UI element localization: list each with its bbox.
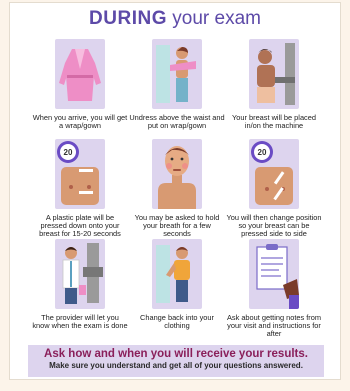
step-caption: Undress above the waist and put on wrap/gown <box>129 113 225 130</box>
provider-icon <box>55 239 105 309</box>
results-banner <box>28 345 324 377</box>
step-caption: The provider will let you know when the exam is done <box>32 313 128 330</box>
plate-timer-icon <box>55 139 105 209</box>
step-caption: You may be asked to hold your breath for a few seconds <box>134 213 220 238</box>
title-bold: DURING <box>89 8 167 29</box>
timer-label: 20 <box>63 148 73 157</box>
machine-icon <box>249 39 299 109</box>
banner-subline: Make sure you understand and get all of your questions answered. <box>49 361 303 370</box>
title-rest: your exam <box>172 8 261 29</box>
clothing-icon <box>152 239 202 309</box>
exam-card <box>9 2 341 380</box>
notes-icon <box>249 239 299 309</box>
step-caption: Your breast will be placed in/on the machine <box>232 113 316 130</box>
timer-label: 20 <box>257 148 267 157</box>
banner-headline: Ask how and when you will receive your results. <box>44 348 308 360</box>
page-title <box>10 8 340 30</box>
wrap-gown-icon <box>55 39 105 109</box>
step-caption: A plastic plate will be pressed down onto your breast for 15-20 seconds <box>39 213 121 238</box>
step-caption: Ask about getting notes from your visit and instructions for after <box>226 313 322 338</box>
reposition-timer-icon <box>249 139 299 209</box>
step-caption: Change back into your clothing <box>140 313 214 330</box>
undress-icon <box>152 39 202 109</box>
step-caption: You will then change position so your breast can be pressed side to side <box>226 213 322 238</box>
step-caption: When you arrive, you will get a wrap/gown <box>32 113 128 130</box>
hold-breath-icon <box>152 139 202 209</box>
